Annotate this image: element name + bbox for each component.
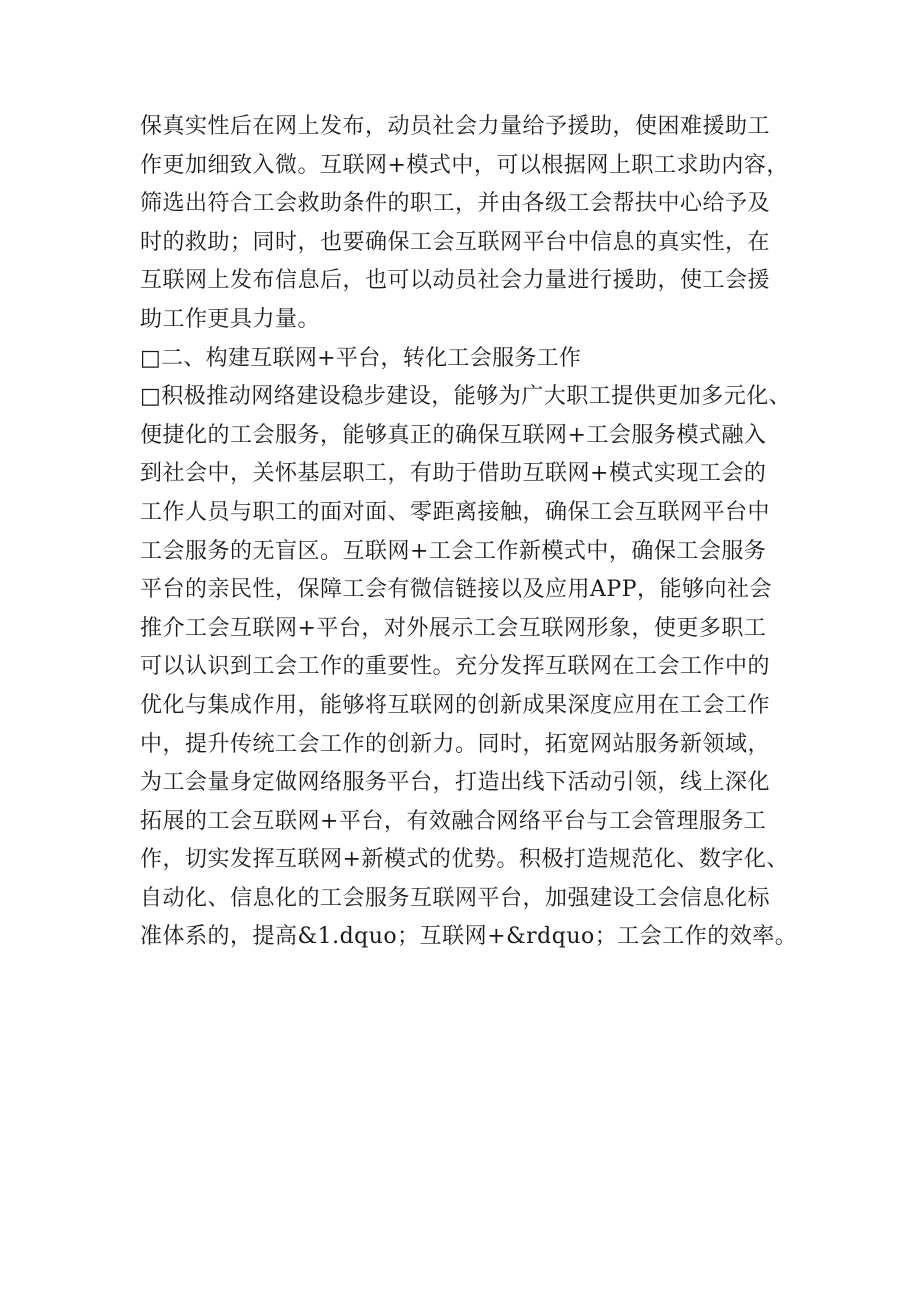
paragraph-line: 筛选出符合工会救助条件的职工，并由各级工会帮扶中心给予及 — [140, 191, 771, 217]
paragraph-line: 时的救助；同时，也要确保工会互联网平台中信息的真实性，在 — [140, 229, 771, 255]
paragraph-line: 助工作更具力量。 — [140, 306, 321, 332]
paragraph-line: 推介工会互联网+平台，对外展示工会互联网形象，使更多职工 — [140, 615, 767, 641]
paragraph-line: 优化与集成作用，能够将互联网的创新成果深度应用在工会工作 — [140, 692, 771, 718]
paragraph-line: 自动化、信息化的工会服务互联网平台，加强建设工会信息化标 — [140, 885, 771, 911]
paragraph-line: □积极推动网络建设稳步建设，能够为广大职工提供更加多元化、 — [140, 384, 792, 410]
paragraph-line: 工作人员与职工的面对面、零距离接触，确保工会互联网平台中 — [140, 499, 771, 525]
paragraph-line: 准体系的，提高&1.dquo；互联网+&rdquo；工会工作的效率。 — [140, 924, 798, 950]
paragraph-line: 作，切实发挥互联网+新模式的优势。积极打造规范化、数字化、 — [140, 847, 789, 873]
paragraph-line: 工会服务的无盲区。互联网+工会工作新模式中，确保工会服务 — [140, 538, 767, 564]
paragraph-line: 为工会量身定做网络服务平台，打造出线下活动引领，线上深化 — [140, 770, 771, 796]
paragraph-line: 便捷化的工会服务，能够真正的确保互联网+工会服务模式融入 — [140, 422, 767, 448]
paragraph-line: 中，提升传统工会工作的创新力。同时，拓宽网站服务新领域， — [140, 731, 771, 757]
paragraph-line: 互联网上发布信息后，也可以动员社会力量进行援助，使工会援 — [140, 268, 771, 294]
document-body — [140, 108, 798, 957]
paragraph-line: 作更加细致入微。互联网+模式中，可以根据网上职工求助内容， — [140, 152, 789, 178]
section-heading: □二、构建互联网+平台，转化工会服务工作 — [140, 345, 582, 371]
paragraph-line: 到社会中，关怀基层职工，有助于借助互联网+模式实现工会的 — [140, 461, 767, 487]
paragraph-line: 可以认识到工会工作的重要性。充分发挥互联网在工会工作中的 — [140, 654, 771, 680]
paragraph-line: 拓展的工会互联网+平台，有效融合网络平台与工会管理服务工 — [140, 808, 767, 834]
paragraph-line: 保真实性后在网上发布，动员社会力量给予援助，使困难援助工 — [140, 114, 771, 139]
paragraph-line: 平台的亲民性，保障工会有微信链接以及应用APP，能够向社会 — [140, 577, 772, 603]
